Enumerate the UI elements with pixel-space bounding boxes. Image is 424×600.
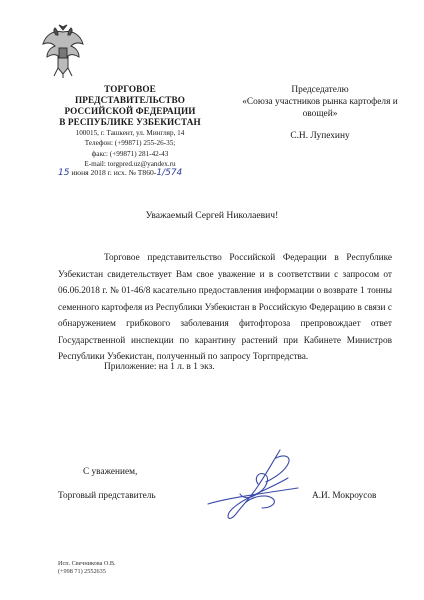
sender-block — [50, 84, 210, 169]
sender-phone: Телефон: (+99871) 255-26-35; — [84, 139, 176, 148]
sender-org-line: ТОРГОВОЕ ПРЕДСТАВИТЕЛЬСТВО — [75, 84, 185, 105]
executor-info — [58, 560, 116, 576]
handwritten-number: 1/574 — [156, 168, 183, 178]
recipient-name: С.Н. Лупехину — [290, 131, 350, 141]
executor-name: Исп. Свечникова О.В. — [58, 560, 116, 567]
closing-regards: С уважением, — [83, 467, 138, 477]
outgoing-text: июня 2018 г. исх. № Т860- — [71, 168, 157, 177]
executor-phone: (+998 71) 2552635 — [58, 568, 106, 575]
signer-title: Торговый представитель — [58, 491, 156, 501]
sender-fax: факс: (+99871) 281-42-43 — [91, 149, 169, 158]
sender-org-line: РОССИЙСКОЙ ФЕДЕРАЦИИ — [64, 106, 196, 116]
sender-address: 100015, г. Ташкент, ул. Мингляр, 14 — [75, 129, 185, 137]
coat-of-arms-emblem — [40, 22, 86, 78]
recipient-title: Председателю — [291, 85, 349, 95]
attachment-note: Приложение: на 1 л. в 1 экз. — [104, 362, 215, 372]
handwritten-day: 15 — [58, 168, 70, 178]
recipient-block — [230, 84, 410, 142]
outgoing-reference — [58, 168, 182, 178]
sender-org-line: В РЕСПУБЛИКЕ УЗБЕКИСТАН — [59, 117, 201, 127]
greeting: Уважаемый Сергей Николаевич! — [145, 210, 279, 221]
recipient-org: «Союза участников рынка картофеля и овощей» — [242, 97, 398, 119]
sender-email: E-mail: torgpred.uz@yandex.ru — [84, 159, 176, 168]
handwritten-signature — [188, 444, 328, 524]
signer-name: А.И. Мокроусов — [312, 491, 377, 501]
letter-body: Торговое представительство Российской Федерации в Республике Узбекистан свидетельствует Вам свое уважение и в соответствии с запросом от 06.06.2018 г. № 01-46/8 касательно предоставления информации о возврате 1 тонны семенного картофеля из Республики Узбекистан в Российскую Федерацию в связи с обнаружением грибкового заболевания фитофтороза препровождает ответ Государственной инспекции по карантину растений при Кабинете Министров Республики Узбекистан, полученный по запросу Торгпредства. — [58, 253, 392, 362]
